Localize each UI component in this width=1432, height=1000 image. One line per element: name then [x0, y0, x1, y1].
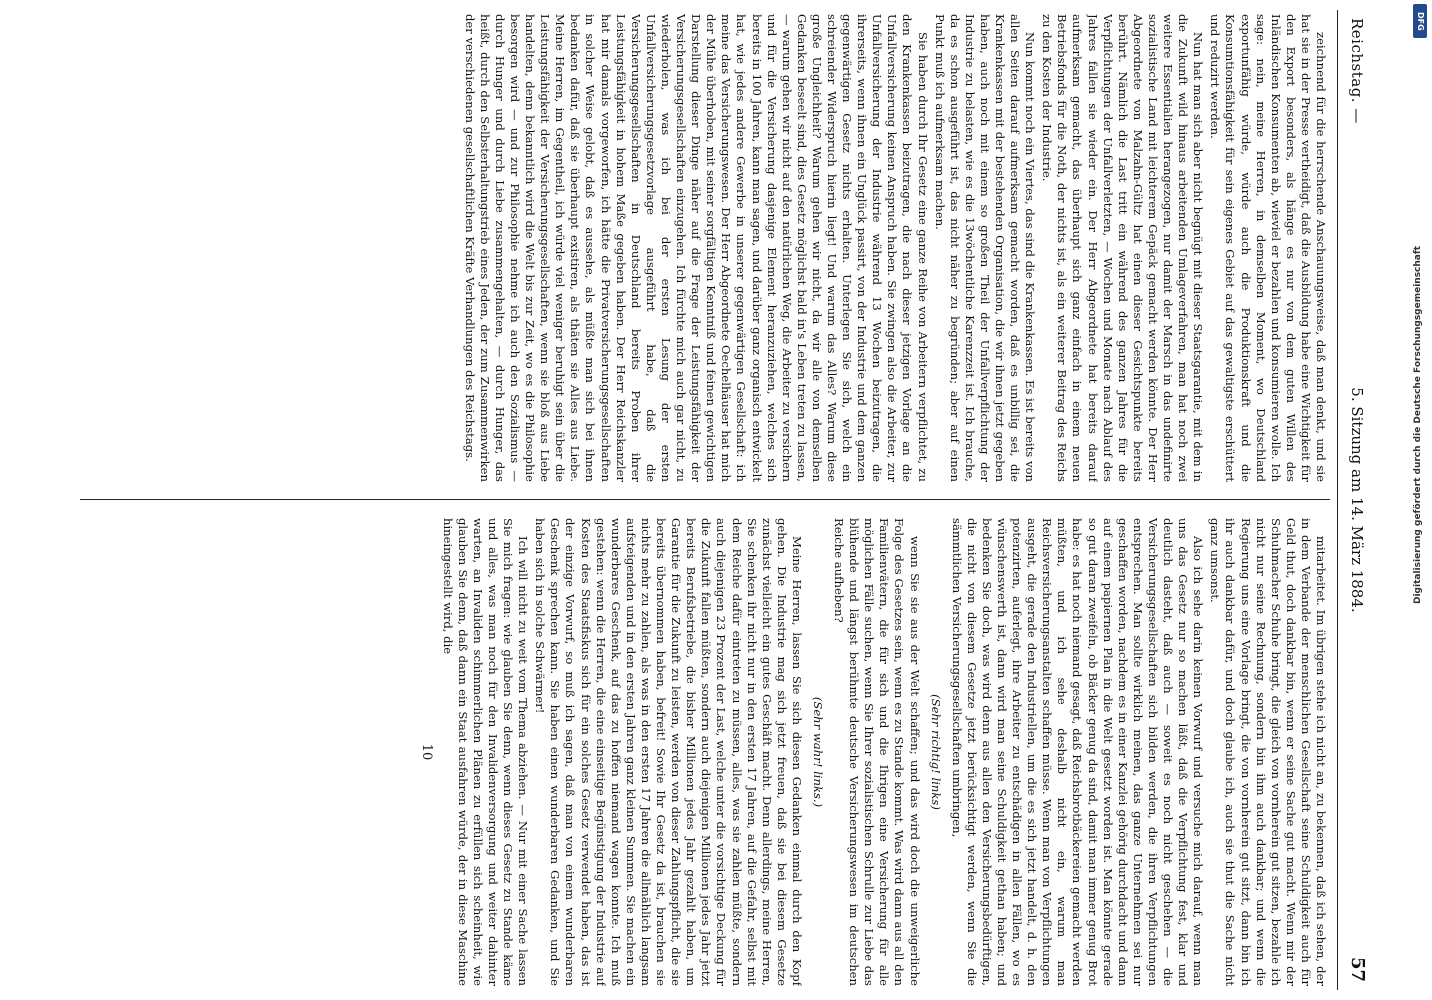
header-title: 5. Sitzung am 14. März 1884. [1348, 387, 1366, 613]
paragraph: mitarbeitet. Im übrigen stehe ich nicht an, zu bekennen, daß ich sehen, der in dem Verbande der menschlichen Gesellschaft seine Schuldigkeit auch für Geld thut, doch dankbar bin, wenn er seine Sache gut macht. Wenn mir der Schuhmacher Schuhe bringt, die gleich von vornherein gut sitzen, bezahle ich nicht nur seine Rechnung, sondern bin ihm auch dankbar; und wenn die Regierung uns eine Vorlage bringt, die von vornherein gut sitzt, dann bin ich ihr auch dankbar dafür, und doch glaube ich, auch sie thut die Sache nicht ganz umsonst. [1208, 518, 1328, 986]
paragraph: Meine Herren, lassen Sie sich diesen Gedanken einmal durch den Kopf gehen. Die Industrie mag sich jetzt freuen, daß sie bei diesem Gesetze zunächst vielleicht ein gutes Geschäft macht. Denn allerdings, meine Herren, Sie schenken ihr nicht nur in den ersten 17 Jahren, auf die Gefahr, selbst mit dem Reiche dafür eintreten zu müssen, alles, was sie zahlen müßte, sondern auch diejenigen 23 Prozent der Last, welche unter die vorsichtige Deckung für die Zukunft fallen müßten, sondern auch diejenigen Millionen jedes Jahr jetzt bereits Berufsbetriebe, die bisher Millionen jedes Jahr gezahlt haben, um Garantie für die Zukunft zu leisten, werden von dieser Zahlungspflicht, die sie bereits übernommen haben, befreit! Sowie Ihr Gesetz da ist, brauchen sie nichts mehr zu zahlen, als was in den ersten 17 Jahren die allmählich langsam aufsteigenden und in den ersten Jahren ganz kleinen Summen. Sie machen ein wunderbares Geschenk, auf das zu hoffen niemand wagen konnte. Ich muß gestehen: wenn die Herren, die eine einseitige Begünstigung der Industrie auf Kosten des Staatsfiskus sich für ein solches Gesetz verwendet haben, das ist der einzige Vorwurf, so muß ich sagen, daß man von einem wunderbaren Geschenk sprechen kann. Sie haben einen wunderbaren Gedanken, und Sie haben sich in solche Schwärmer! [533, 518, 804, 986]
rotated-page [56, 10, 1376, 990]
paragraph: zeichnend für die herrschende Anschauungsweise, daß man denkt, und sie hat sie in der Presse vertheidigt, daß die Ausbildung habe eine Wichtigkeit für den Export besonders, als hänge es nur von dem guten Willen des Inländischen Konsumenten ab, wieviel er bezahlen und konsumieren wolle. Ich sage: nein, meine Herren, in demselben Moment, wo Deutschland exportunfähig würde, würde auch die Produktionskraft und die Konsumtionsfähigkeit für sein eigenes Gebiet auf das gewaltigste erschüttert und reduzirt werden. [1208, 14, 1328, 482]
page-header [1337, 10, 1376, 990]
paragraph: Nun kommt noch ein Viertes, das sind die Krankenkassen. Es ist bereits von allen Seiten darauf aufmerksam gemacht worden, daß es unbillig sei, die Krankenkassen mit der bestehenden Organisation, die wir ihnen jetzt gegeben haben, auch noch mit einem so großen Theil der Unfallverpflichtung der Industrie zu belasten, wie es die 13wöchentliche Karenzzeit ist. Ich brauche, da es schon ausgeführt ist, das nicht näher zu begründen; aber auf einen Punkt muß ich aufmerksam machen. [932, 14, 1038, 482]
right-column [88, 518, 1328, 986]
paragraph: Ich will nicht zu weit vom Thema abziehen. — Nur mit einer Sache lassen Sie mich fragen: wie glauben Sie denn, wenn dieses Gesetz zu Stande käme und alles, was man noch für den Invalidenversorgung und weiter dahinter warten, an Invaliden schimmerlichen Plänen zu erfüllen sich scheinheit, wie glauben Sie denn, daß dann ein Staat ausfahren würde, der in diese Maschine hineingestellt wird, die [440, 518, 531, 986]
paragraph: wenn Sie sie aus der Welt schaffen; und das wird doch die unweigerliche Folge des Gesetzes sein, wenn es zu Stande kommt. Was wird dann aus all den Familienvätern, die für sich und die Ihrigen eine Versicherung für alle möglichen Fälle suchen, wenn Sie Ihrer sozialistischen Schrulle zur Liebe das blühende und längst berühmte deutsche Versicherungswesen im deutschen Reiche aufheben? [832, 518, 922, 986]
left-column [88, 14, 1328, 482]
column-divider [80, 499, 1330, 500]
interjection: (Sehr richtig! links) [928, 694, 943, 810]
header-left: Reichstag. — [1348, 18, 1366, 124]
page-number: 57 [1347, 956, 1368, 982]
interjection: (Sehr wahr! links.) [811, 696, 825, 808]
footer-page-number: 10 [418, 743, 434, 761]
paragraph: Nun hat man sich aber nicht begnügt mit dieser Staatsgarantie, mit dem in die Zukunft wild hinaus arbeitenden Umlageverfahren, man hat noch zwei weitere Essentialien herangezogen, nur damit der Marsch in das undefinirte sozialistische Land mit leichterem Gepäck gemacht werden könnte. Der Herr Abgeordnete von Malzahn-Gültz hat einen dieser Gesichtspunkte bereits berührt. Nämlich die Last tritt ein während des ganzen Jahres für die Verpflichtungen der Unfallverletzten, — Wochen und Monate nach Ablauf des Jahres fallen sie wieder ein. Der Herr Abgeordnete hat bereits darauf aufmerksam gemacht, das überhaupt sich ganz einfach in einem neuen Betriebsfonds für die Noth, der nichts ist, als ein weiterer Beitrag des Reichs zu den Kosten der Industrie. [1040, 14, 1206, 482]
paragraph: Also ich sehe darin keinen Vorwurf und versuche mich darauf, wenn man uns das Gesetz nur so machen läßt, daß die Verpflichtung fest, klar und deutlich dasteht, daß auch — soweit es noch nicht geschehen — die Versicherungsgesellschaften sich bilden werden, die ihren Verpflichtungen entsprechen. Man sollte wirklich meinen, das ganze Unternehmen sei nur geschaffen worden, nachdem es in einer Kanzlei gehörig durchdacht und dann auf einem papiernen Plan in die Welt gesetzt worden ist. Man könnte gerade so gut daran zweifeln, ob Bäcker genug da sind, damit man immer genug Brot habe: es hat noch niemand gesagt, daß Reichsbrotbäckereien gemacht werden müßten, und ich sehe deshalb nicht ein, warum man Reichsversicherungsanstalten schaffen müsse. Wenn man von Verpflichtungen ausgeht, die gerade den Industriellen, um die es sich jetzt handelt, d. h. den potenzirten, auferlegt, ihre Arbeiter zu entschädigen in allen Fällen, wo es wünschenswerth ist, dann wird man seine Schuldigkeit gethan haben; und bedenken Sie doch, was wird denn aus allen den Versicherungsbedürftigen, die nicht von diesem Gesetze jetzt berücksichtigt werden, wenn Sie die sämmtlichen Versicherungsgesellschaften umbringen, [949, 518, 1206, 986]
dfg-logo: DFG [1413, 4, 1427, 38]
paragraph: Sie haben durch Ihr Gesetz eine ganze Reihe von Arbeitern verpflichtet, zu den Krankenkassen beizutragen, die nach dieser jetzigen Vorlage an die Unfallversicherung keinen Anspruch haben. Sie zwingen also die Arbeiter, zur Unfallversicherung der Industrie während 13 Wochen beizutragen, die ihrerseits, wenn ihnen ein Unglück passirt, von der Industrie und dem ganzen gegenwärtigen Gesetz nichts erhalten. Unterlegen Sie sich, welch ein schreiender Widerspruch hierin liegt! Und warum das Alles? Warum diese große Ungleichheit? Warum gehen wir nicht, da wir alle von demselben Gedanken beseelt sind, dies Gesetz möglichst bald in's Leben treten zu lassen, — warum gehen wir nicht auf den natürlichen Weg, die Arbeiter zu versichern und für die Versicherung dasjenige Element heranzuziehen, welches sich bereits in 100 Jahren, kann man sagen, und darüber ganz organisch entwickelt hat, wie jedes andere Gewerbe in unserer gegenwärtigen Gesellschaft: ich meine das Versicherungswesen. Der Herr Abgeordnete Oechelhäuser hat mich der Mühe überhoben, mit seiner sorgfältigen Kenntniß und feinen gewichtigen Darstellung dieser Dinge näher auf die Frage der Leistungsfähigkeit der Versicherungsgesellschaften einzugehen. Ich fürchte mich auch gar nicht, zu wiederholen, was ich bei der ersten Lesung der ersten Unfallversicherungsgesetzvorlage ausgeführt habe, daß die Versicherungsgesellschaften in Deutschland bereits Proben ihrer Leistungsfähigkeit in hohem Maße gegeben haben. Der Herr Reichskanzler hat mir damals vorgeworfen, ich hätte die Privatversicherungsgesellschaften in solcher Weise gelobt, daß es aussehe, als müßte man sich bei ihnen bedanken dafür, daß sie überhaupt existiren, als thäten sie Alles aus Liebe. Meine Herren, im Gegentheil, ich würde viel weniger beruhigt sein über die Leistungsfähigkeit der Versicherungsgesellschaften, wenn sie bloß aus Liebe handelten, denn bekanntlich wird die Welt bis zur Zeit, wo es die Philosophie besorgen wird — und zur Philosophie nehme ich auch den Sozialismus — durch Hunger und durch Liebe zusammengehalten, — durch Hunger, das heißt, durch den Selbsterhaltungstrieb eines Jeden, der zum Zusammenwirken der verschiedenen gesellschaftlichen Kräfte Verhandlungen des Reichstags. [462, 14, 930, 482]
digitization-sidebar [1412, 0, 1428, 1000]
digitization-note: Digitalisierung gefördert durch die Deutsche Forschungsgemeinschaft [1413, 245, 1423, 604]
